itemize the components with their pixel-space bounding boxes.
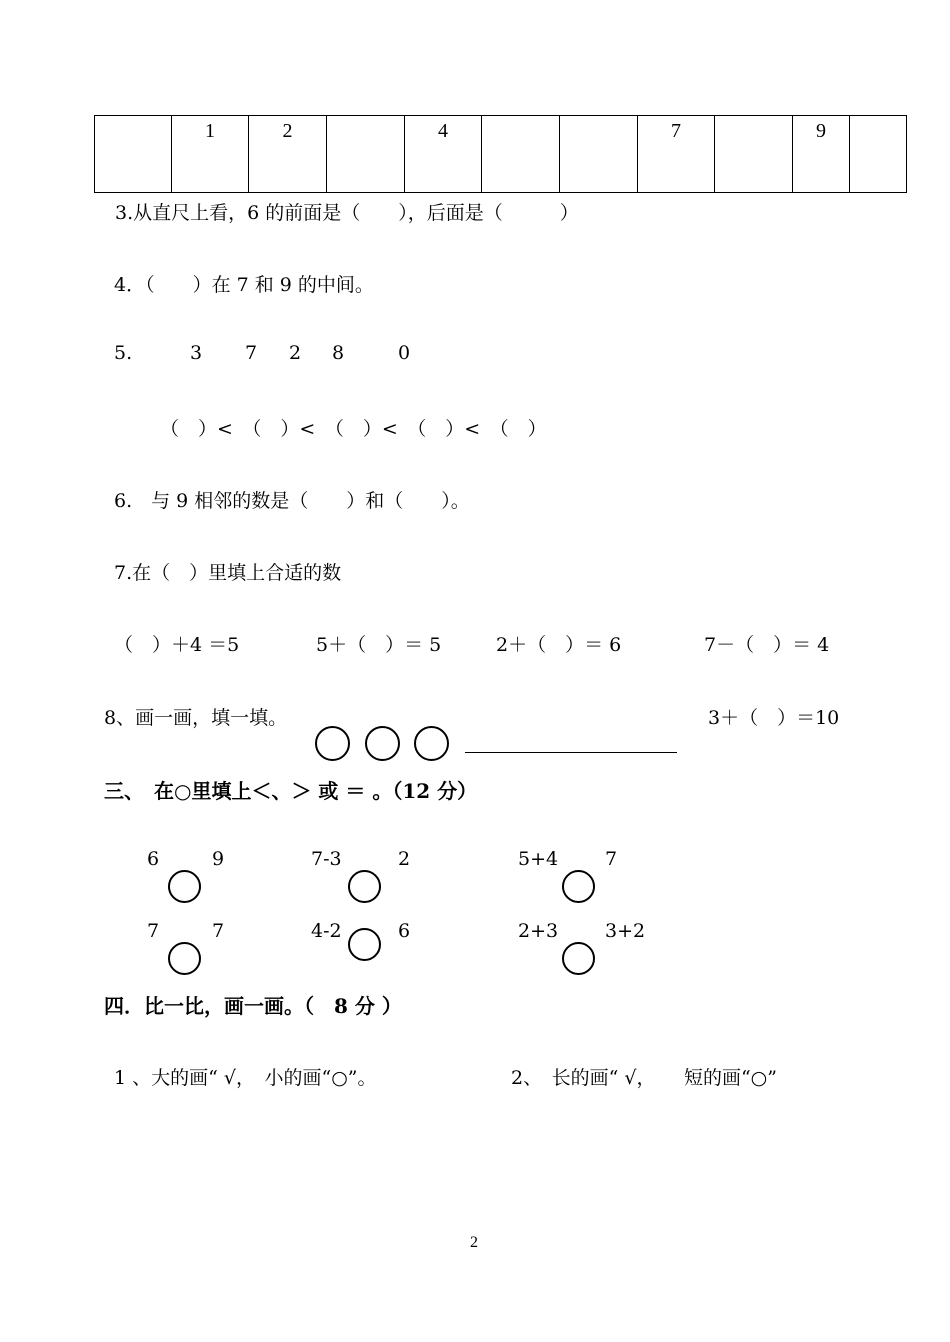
equation: （ ）＋4 ＝5 <box>114 634 240 656</box>
compare-circle <box>168 870 201 903</box>
question-5-label: 5. <box>114 342 133 364</box>
compare-right: 7 <box>605 848 618 870</box>
table-cell <box>327 116 405 193</box>
table-cell <box>850 116 907 193</box>
compare-circle <box>562 942 595 975</box>
number-item: 3 <box>190 342 203 364</box>
table-cell: 9 <box>793 116 850 193</box>
compare-right: 3+2 <box>605 920 646 942</box>
question-7-title: 7.在（ ）里填上合适的数 <box>114 562 342 584</box>
section-4-title: 四．比一比，画一画。（ 8 分 ） <box>104 994 402 1018</box>
compare-left: 5+4 <box>518 848 559 870</box>
table-cell: 2 <box>249 116 327 193</box>
compare-left: 4-2 <box>311 920 342 942</box>
question-6: 6. 与 9 相邻的数是（ ）和（ ）。 <box>114 490 470 512</box>
compare-right: 7 <box>212 920 225 942</box>
compare-circle <box>348 928 381 961</box>
compare-left: 7-3 <box>311 848 342 870</box>
compare-left: 6 <box>147 848 160 870</box>
table-cell: 4 <box>405 116 482 193</box>
question-4: 4．（ ）在 7 和 9 的中间。 <box>114 274 374 296</box>
compare-right: 9 <box>212 848 225 870</box>
number-table <box>94 115 907 193</box>
number-item: 0 <box>398 342 411 364</box>
section-3-title: 三、 在○里填上＜、＞ 或 ＝ 。（12 分） <box>104 779 478 803</box>
compare-left: 7 <box>147 920 160 942</box>
table-cell <box>482 116 560 193</box>
circle-shape <box>365 726 400 761</box>
equation: 5＋（ ）＝ 5 <box>316 634 442 656</box>
compare-right: 6 <box>398 920 411 942</box>
compare-circle <box>168 942 201 975</box>
circle-shape <box>315 726 350 761</box>
answer-blank-line <box>465 752 677 753</box>
table-cell: 7 <box>638 116 715 193</box>
compare-circle <box>562 870 595 903</box>
section-4-item-1: 1 、大的画“ √， 小的画“○”。 <box>114 1067 377 1089</box>
table-cell: 1 <box>172 116 249 193</box>
circle-shape <box>414 726 449 761</box>
page-number: 2 <box>470 1234 478 1251</box>
number-item: 8 <box>332 342 345 364</box>
equation: 2＋（ ）＝ 6 <box>496 634 622 656</box>
table-cell <box>715 116 793 193</box>
number-item: 2 <box>289 342 302 364</box>
section-4-item-2: 2、 长的画“ √， 短的画“○” <box>511 1067 777 1089</box>
question-3: 3.从直尺上看，6 的前面是（ ），后面是（ ） <box>115 202 579 224</box>
compare-right: 2 <box>398 848 411 870</box>
question-8-title: 8、画一画，填一填。 <box>104 707 288 729</box>
table-cell <box>560 116 638 193</box>
equation: 3＋（ ）＝10 <box>708 707 840 729</box>
order-line: （ ）< （ ）< （ ）< （ ）< （ ） <box>160 418 547 440</box>
equation: 7－（ ）＝ 4 <box>704 634 830 656</box>
compare-circle <box>348 870 381 903</box>
number-item: 7 <box>245 342 258 364</box>
table-cell <box>95 116 172 193</box>
compare-left: 2+3 <box>518 920 559 942</box>
